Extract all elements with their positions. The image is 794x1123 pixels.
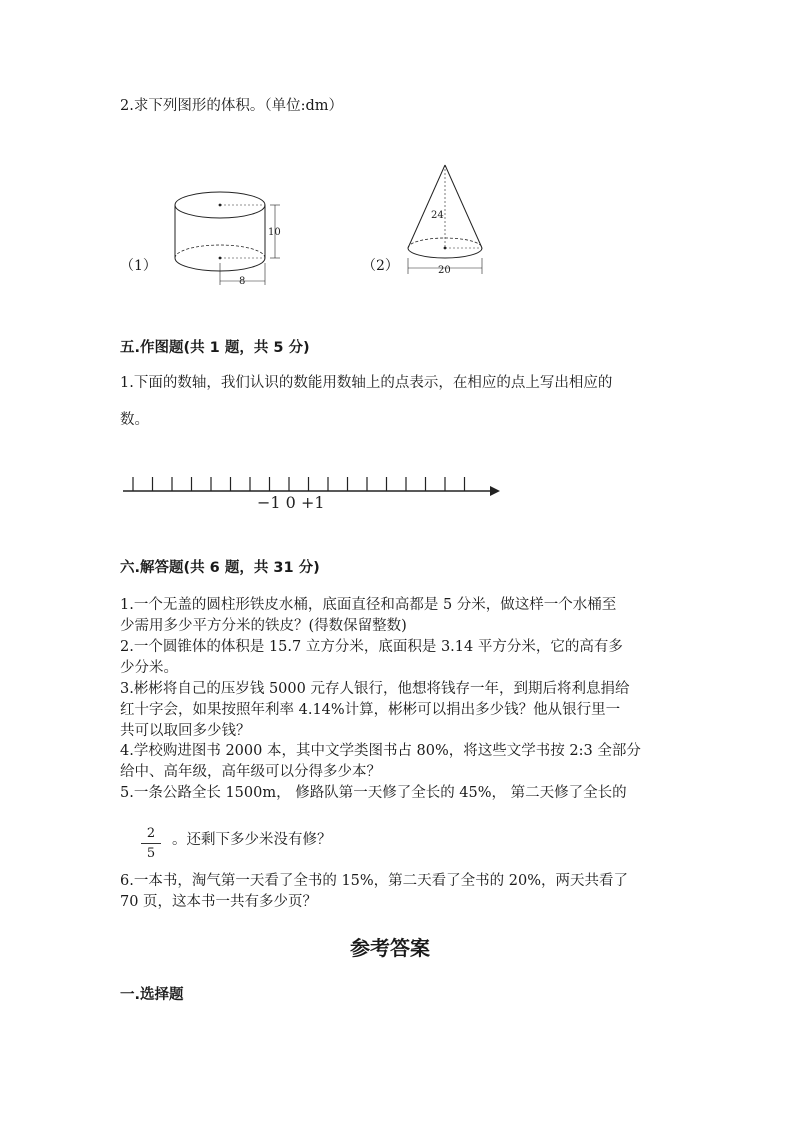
answers-section1-heading: 一.选择题 [120, 987, 184, 1003]
section6-q2-line1: 2.一个圆锥体的体积是 15.7 立方分米，底面积是 3.14 平方分米，它的高有多 [120, 639, 623, 655]
number-line [118, 474, 508, 514]
section6-q6-line2: 70 页，这本书一共有多少页？ [120, 894, 318, 910]
number-line-labels: −1 0 +1 [257, 493, 325, 512]
section6-q2-line2: 少分米。 [120, 660, 178, 676]
fraction-denominator: 5 [146, 846, 156, 861]
figure2-label: （2） [362, 258, 399, 274]
section6-q1-line1: 1.一个无盖的圆柱形铁皮水桶，底面直径和高都是 5 分米，做这样一个水桶至 [120, 597, 617, 613]
cone-figure [398, 160, 493, 280]
section6-q3-line2: 红十字会，如果按照年利率 4.14%计算，彬彬可以捐出多少钱？他从银行里一 [120, 702, 621, 718]
section6-heading: 六.解答题(共 6 题，共 31 分) [120, 560, 320, 576]
section5-q1-line1: 1.下面的数轴，我们认识的数能用数轴上的点表示，在相应的点上写出相应的 [120, 375, 613, 391]
cylinder-figure [165, 185, 290, 290]
cylinder-radius-label: 8 [239, 276, 246, 287]
section6-q4-line2: 给中、高年级，高年级可以分得多少本？ [120, 764, 381, 780]
section5-heading: 五.作图题(共 1 题，共 5 分) [120, 340, 310, 356]
section6-q6-line1: 6.一本书，淘气第一天看了全书的 15%，第二天看了全书的 20%，两天共看了 [120, 873, 629, 889]
section5-q1-line2: 数。 [120, 412, 149, 428]
figure1-label: （1） [120, 258, 157, 274]
section6-q3-line1: 3.彬彬将自己的压岁钱 5000 元存人银行，他想将钱存一年，到期后将利息捐给 [120, 681, 630, 697]
section6-q5-line1: 5.一条公路全长 1500m， 修路队第一天修了全长的 45%， 第二天修了全长的 [120, 785, 627, 801]
section6-q5-line2: 。还剩下多少米没有修？ [172, 832, 332, 848]
answers-title: 参考答案 [350, 936, 430, 960]
section6-q1-line2: 少需用多少平方分米的铁皮？(得数保留整数) [120, 618, 407, 634]
cone-height-label: 24 [431, 210, 444, 221]
fraction-numerator: 2 [146, 826, 156, 841]
cylinder-height-label: 10 [268, 227, 281, 238]
section6-q3-line3: 共可以取回多少钱？ [120, 723, 251, 739]
fraction-two-fifths [141, 826, 161, 861]
question-volume: 2.求下列图形的体积。（单位:dm） [120, 98, 344, 114]
section6-q4-line1: 4.学校购进图书 2000 本，其中文学类图书占 80%，将这些文学书按 2:3 全部分 [120, 743, 641, 759]
cone-diameter-label: 20 [438, 265, 451, 276]
